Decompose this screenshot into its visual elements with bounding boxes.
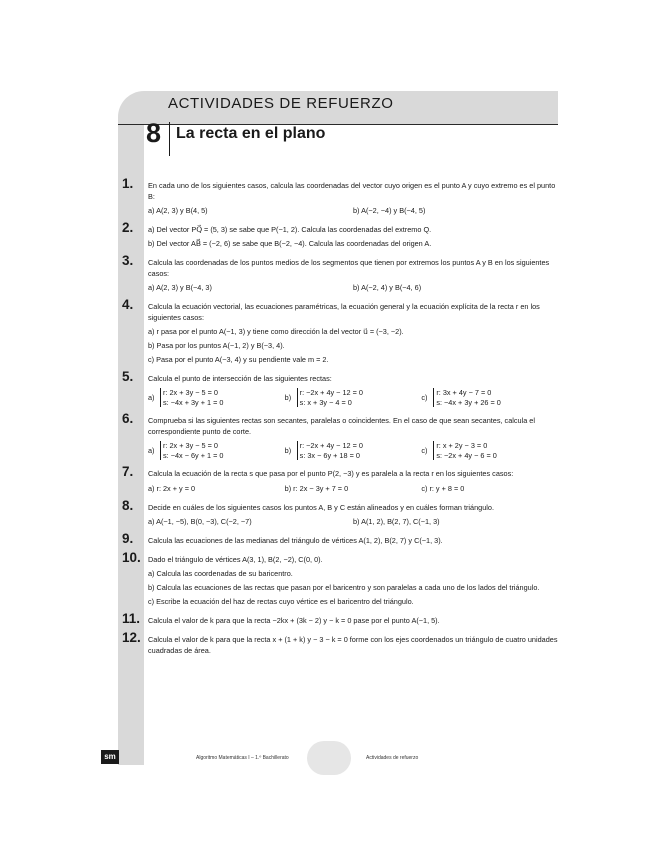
line-s: s: x + 3y − 4 = 0 <box>299 397 352 407</box>
exercise-11 <box>122 611 558 626</box>
exercise-12 <box>122 630 558 656</box>
part-label: a) <box>148 393 155 402</box>
line-s: s: −4x + 3y + 1 = 0 <box>163 397 224 407</box>
line-r: r: 2x + 3y − 5 = 0 <box>163 441 218 450</box>
footer-section: Actividades de refuerzo <box>366 755 419 761</box>
exercise-8 <box>122 498 558 527</box>
exercise-7 <box>122 464 558 494</box>
line-r: r: −2x + 4y − 12 = 0 <box>299 441 363 450</box>
part-a: a) A(2, 3) y B(−4, 3) <box>148 283 212 292</box>
section-title: ACTIVIDADES DE REFUERZO <box>168 95 394 112</box>
part-b: b) A(−2, 4) y B(−4, 6) <box>353 283 422 292</box>
part-label: b) <box>284 446 292 455</box>
exercise-number: 9. <box>122 531 134 546</box>
part-b: b) Del vector AB⃗ = (−2, 6) se sabe que B(−2, −4). Calcula las coordenadas del origen A. <box>148 239 432 248</box>
line-s: s: −2x + 4y − 6 = 0 <box>436 450 497 460</box>
exercise-statement: Comprueba si las siguientes rectas son secantes, paralelas o coincidentes. En el caso de que sean secantes, calcula el correspondiente punto de corte. <box>148 416 535 436</box>
exercise-number: 10. <box>122 550 141 565</box>
exercise-statement: Calcula el valor de k para que la recta x + (1 + k) y − 3 − k = 0 forme con los ejes coordenados un triángulo de cuatro unidades cuadradas de área. <box>148 635 558 655</box>
unit-title: La recta en el plano <box>176 125 326 142</box>
exercise-number: 6. <box>122 411 134 426</box>
exercise-statement: Dado el triángulo de vértices A(3, 1), B(2, −2), C(0, 0). <box>148 555 323 564</box>
exercise-number: 12. <box>122 630 141 645</box>
exercise-5 <box>122 369 558 407</box>
part-c: c) Escribe la ecuación del haz de rectas cuyo vértice es el baricentro del triángulo. <box>148 597 414 606</box>
exercise-statement: Decide en cuáles de los siguientes casos los puntos A, B y C están alineados y en cuáles forman triángulo. <box>148 503 494 512</box>
part-b: b) A(−2, −4) y B(−4, 5) <box>353 206 426 215</box>
part-b: b) A(1, 2), B(2, 7), C(−1, 3) <box>353 517 440 526</box>
part-a: a) Calcula las coordenadas de su baricentro. <box>148 569 293 578</box>
exercise-number: 2. <box>122 220 134 235</box>
exercise-number: 3. <box>122 253 134 268</box>
exercise-number: 5. <box>122 369 134 384</box>
line-r: r: −2x + 4y − 12 = 0 <box>299 388 363 397</box>
unit-number: 8 <box>146 118 162 148</box>
exercise-statement: Calcula el valor de k para que la recta −2kx + (3k − 2) y − k = 0 pase por el punto A(−1, 5). <box>148 616 440 625</box>
part-b: b) Pasa por los puntos A(−1, 2) y B(−3, 4). <box>148 341 285 350</box>
part-label: c) <box>421 446 428 455</box>
exercise-9 <box>122 531 558 546</box>
exercise-6 <box>122 411 558 460</box>
exercise-number: 8. <box>122 498 134 513</box>
exercise-statement: Calcula el punto de intersección de las siguientes rectas: <box>148 374 332 383</box>
part-a: a) r: 2x + y = 0 <box>148 484 196 493</box>
exercise-10 <box>122 550 558 607</box>
publisher-logo: sm <box>101 750 119 764</box>
part-c: c) Pasa por el punto A(−3, 4) y su pendiente vale m = 2. <box>148 355 329 364</box>
part-c: c) r: y + 8 = 0 <box>421 484 465 493</box>
part-a: a) A(2, 3) y B(4, 5) <box>148 206 208 215</box>
system-c <box>421 388 558 407</box>
part-a: a) Del vector PQ⃗ = (5, 3) se sabe que P(−1, 2). Calcula las coordenadas del extremo Q. <box>148 225 432 234</box>
line-r: r: 3x + 4y − 7 = 0 <box>436 388 492 397</box>
exercise-3 <box>122 253 558 293</box>
line-s: s: −4x + 3y + 26 = 0 <box>436 397 501 407</box>
part-b: b) Calcula las ecuaciones de las rectas que pasan por el baricentro y son paralelas a cada uno de los lados del triángulo. <box>148 583 540 592</box>
part-label: a) <box>148 446 155 455</box>
exercise-number: 11. <box>122 611 141 626</box>
footer-book-title: Algoritmo Matemáticas I – 1.º Bachillerato <box>196 755 289 761</box>
line-r: r: x + 2y − 3 = 0 <box>436 441 488 450</box>
system-a <box>148 388 285 407</box>
exercise-number: 4. <box>122 297 134 312</box>
part-a: a) r pasa por el punto A(−1, 3) y tiene como dirección la del vector u⃗ = (−3, −2). <box>148 327 404 336</box>
system-b <box>285 441 422 460</box>
system-a <box>148 441 285 460</box>
exercise-4 <box>122 297 558 365</box>
exercise-statement: En cada uno de los siguientes casos, calcula las coordenadas del vector cuyo origen es el punto A y cuyo extremo es el punto B: <box>148 181 556 201</box>
line-r: r: 2x + 3y − 5 = 0 <box>163 388 218 397</box>
exercise-statement: Calcula la ecuación de la recta s que pasa por el punto P(2, −3) y es paralela a la recta r en los siguientes casos: <box>148 469 514 478</box>
footer-page-tab <box>307 741 351 775</box>
part-label: b) <box>284 393 292 402</box>
line-s: s: 3x − 6y + 18 = 0 <box>299 450 360 460</box>
line-s: s: −4x − 6y + 1 = 0 <box>163 450 224 460</box>
exercise-statement: Calcula la ecuación vectorial, las ecuaciones paramétricas, la ecuación general y la ecuación explícita de la recta r en los siguientes casos: <box>148 302 540 322</box>
system-c <box>421 441 558 460</box>
exercise-2 <box>122 220 558 249</box>
exercise-number: 1. <box>122 176 134 191</box>
exercise-statement: Calcula las coordenadas de los puntos medios de los segmentos que tienen por extremos los puntos A y B en los siguientes casos: <box>148 258 550 278</box>
part-b: b) r: 2x − 3y + 7 = 0 <box>284 484 349 493</box>
exercise-list <box>122 176 558 664</box>
exercise-1 <box>122 176 558 216</box>
unit-divider <box>169 122 170 156</box>
system-b <box>285 388 422 407</box>
exercise-statement: Calcula las ecuaciones de las medianas del triángulo de vértices A(1, 2), B(2, 7) y C(−1, 3). <box>148 536 443 545</box>
exercise-number: 7. <box>122 464 134 479</box>
part-label: c) <box>421 393 428 402</box>
part-a: a) A(−1, −5), B(0, −3), C(−2, −7) <box>148 517 252 526</box>
